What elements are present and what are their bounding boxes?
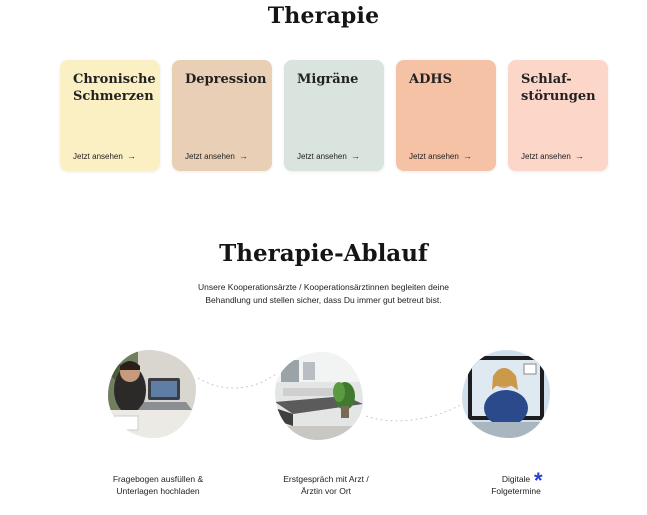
section-title-ablauf: Therapie-Ablauf xyxy=(219,240,428,267)
card-link[interactable]: Jetzt ansehen → xyxy=(409,151,472,161)
arrow-right-icon: → xyxy=(462,151,472,161)
card-schlafstoerungen[interactable] xyxy=(508,60,608,171)
arrow-right-icon: → xyxy=(238,151,248,161)
step-label-fragebogen: Fragebogen ausfüllen & Unterlagen hochladen xyxy=(112,474,204,496)
card-title: ADHS xyxy=(409,72,453,87)
card-link[interactable]: Jetzt ansehen → xyxy=(297,151,360,161)
dotted-connector-2 xyxy=(364,360,464,430)
step-label-folgetermine: Digitale Folgetermine xyxy=(491,474,541,496)
card-link[interactable]: Jetzt ansehen → xyxy=(521,151,584,161)
card-adhs[interactable] xyxy=(396,60,496,171)
section-description: Unsere Kooperationsärzte / Kooperationsärztinnen begleiten deine Behandlung und stellen sicher, dass Du immer gut betreut bist. xyxy=(198,282,449,305)
step-image-doctor-office-room xyxy=(275,352,363,440)
card-link[interactable]: Jetzt ansehen → xyxy=(185,151,248,161)
therapy-cards xyxy=(60,60,608,172)
step-image-person-with-laptop xyxy=(108,350,196,438)
card-chronische-schmerzen[interactable] xyxy=(60,60,160,171)
arrow-right-icon: → xyxy=(350,151,360,161)
arrow-right-icon: → xyxy=(574,151,584,161)
card-title: Chronische Schmerzen xyxy=(73,72,156,104)
card-title: Depression xyxy=(185,72,267,87)
card-title: Schlaf- störungen xyxy=(521,72,596,104)
asterisk-icon: * xyxy=(534,468,543,493)
card-migraene[interactable] xyxy=(284,60,384,171)
card-title: Migräne xyxy=(297,72,359,87)
arrow-right-icon: → xyxy=(126,151,136,161)
card-link[interactable]: Jetzt ansehen → xyxy=(73,151,136,161)
card-depression[interactable] xyxy=(172,60,272,171)
step-image-video-call-woman xyxy=(462,350,550,438)
step-label-erstgespraech: Erstgespräch mit Arzt / Ärztin vor Ort xyxy=(283,474,369,496)
section-title-therapie: Therapie xyxy=(267,3,380,29)
dotted-connector-1 xyxy=(196,360,278,400)
